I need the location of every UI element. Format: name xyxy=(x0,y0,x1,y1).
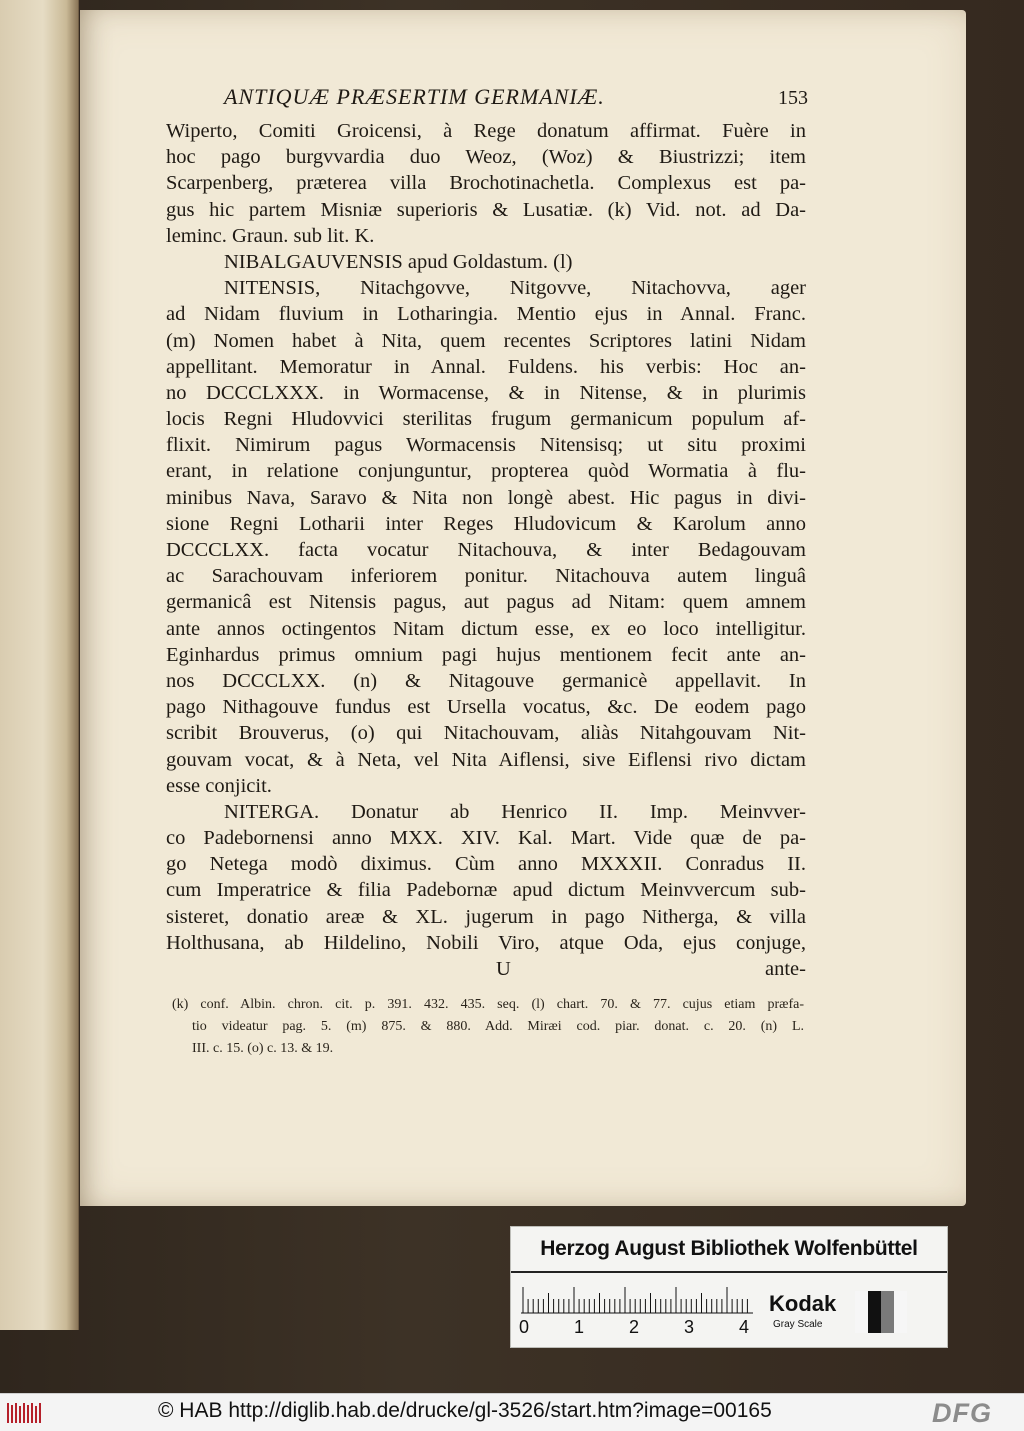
entry-heading: NIBALGAUVENSIS apud Goldastum. (l) xyxy=(224,250,573,273)
gray-scale-label: Gray Scale xyxy=(773,1319,823,1330)
text-line: ac Sarachouvam inferiorem ponitur. Nitachouva autem linguâ xyxy=(166,565,806,588)
scale-ruler xyxy=(521,1287,759,1341)
hab-barcode-icon xyxy=(6,1401,46,1425)
body-text xyxy=(166,118,806,982)
ruler-number: 2 xyxy=(629,1317,640,1337)
text-line: no DCCCLXXX. in Wormacense, & in Nitense, & in plurimis xyxy=(166,381,806,404)
gray-swatch xyxy=(868,1291,881,1333)
kodak-brand: Kodak xyxy=(769,1291,837,1316)
dfg-logo: DFG xyxy=(932,1398,992,1428)
footnote-line: (k) conf. Albin. chron. cit. p. 391. 432. 435. seq. (l) chart. 70. & 77. cujus etiam præfa- xyxy=(172,997,804,1012)
text-line: co Padebornensi anno MXX. XIV. Kal. Mart. Vide quæ de pa- xyxy=(166,827,806,850)
text-line: scribit Brouverus, (o) qui Nitachouvam, aliàs Nitahgouvam Nit- xyxy=(166,722,806,745)
text-line: leminc. Graun. sub lit. K. xyxy=(166,224,375,247)
gray-swatch xyxy=(894,1291,907,1333)
entry-heading: NITENSIS, Nitachgovve, Nitgovve, Nitachovva, ager xyxy=(224,277,806,300)
text-line: flixit. Nimirum pagus Wormacensis Nitensisq; ut situ proximi xyxy=(166,434,806,457)
text-line: go Netega modò diximus. Cùm anno MXXXII. Conradus II. xyxy=(166,853,806,876)
footer-bar xyxy=(0,1393,1024,1431)
text-line: sisteret, donatio areæ & XL. jugerum in pago Nitherga, & villa xyxy=(166,905,806,928)
text-line: germanicâ est Nitensis pagus, aut pagus ad Nitam: quem amnem xyxy=(166,591,806,614)
text-line: minibus Nava, Saravo & Nita non longè abest. Hic pagus in divi- xyxy=(166,486,806,509)
ruler-numbers xyxy=(521,1317,761,1341)
footnote-line: III. c. 15. (o) c. 13. & 19. xyxy=(192,1041,334,1056)
text-line: locis Regni Hludovvici sterilitas frugum germanicum populum af- xyxy=(166,408,806,431)
text-line: sione Regni Lotharii inter Reges Hludovicum & Karolum anno xyxy=(166,512,806,535)
ruler-ticks xyxy=(521,1287,753,1315)
ruler-number: 0 xyxy=(519,1317,530,1337)
ruler-number: 4 xyxy=(739,1317,750,1337)
text-line: Eginhardus primus omnium pagi hujus mentionem fecit ante an- xyxy=(166,643,806,666)
signature-line xyxy=(166,956,806,982)
catchword: ante- xyxy=(765,958,806,980)
ruler-number: 1 xyxy=(574,1317,585,1337)
text-line: esse conjicit. xyxy=(166,774,272,797)
gray-swatch xyxy=(881,1291,894,1333)
text-line: nos DCCCLXX. (n) & Nitagouve germanicè appellavit. In xyxy=(166,669,806,692)
gray-scale-swatches xyxy=(855,1291,907,1333)
text-line: Scarpenberg, præterea villa Brochotinachetla. Complexus est pa- xyxy=(166,172,806,195)
running-head xyxy=(224,84,808,116)
text-line: hoc pago burgvvardia duo Weoz, (Woz) & Biustrizzi; item xyxy=(166,146,806,169)
ruler-number: 3 xyxy=(684,1317,695,1337)
text-line: cum Imperatrice & filia Padebornæ apud dictum Meinvvercum sub- xyxy=(166,879,806,902)
text-line: Wiperto, Comiti Groicensi, à Rege donatum affirmat. Fuère in xyxy=(166,120,806,142)
page-number: 153 xyxy=(778,87,808,109)
footnote-line: tio videatur pag. 5. (m) 875. & 880. Add. Miræi cod. piar. donat. c. 20. (n) L. xyxy=(192,1019,804,1034)
signature-mark: U xyxy=(496,958,511,980)
card-divider xyxy=(511,1271,947,1273)
left-page-edge xyxy=(0,0,79,1330)
text-line: gouvam vocat, & à Neta, vel Nita Aiflensi, sive Eiflensi rivo dictam xyxy=(166,748,806,771)
library-name: Herzog August Bibliothek Wolfenbüttel xyxy=(540,1237,918,1260)
calibration-card xyxy=(510,1226,948,1348)
footnotes xyxy=(172,994,804,1060)
running-head-title: ANTIQUÆ PRÆSERTIM GERMANIÆ. xyxy=(224,84,605,109)
entry-heading: NITERGA. Donatur ab Henrico II. Imp. Meinvver- xyxy=(224,800,806,823)
copyright-url[interactable]: © HAB http://diglib.hab.de/drucke/gl-3526/start.htm?image=00165 xyxy=(158,1399,772,1422)
page-text-block xyxy=(166,84,806,982)
text-line: gus hic partem Misniæ superioris & Lusatiæ. (k) Vid. not. ad Da- xyxy=(166,198,806,221)
text-line: erant, in relatione conjunguntur, propterea quòd Wormatia à flu- xyxy=(166,460,806,483)
text-line: ad Nidam fluvium in Lotharingia. Mentio ejus in Annal. Franc. xyxy=(166,303,806,326)
text-line: ante annos octingentos Nitam dictum esse, ex eo loco intelligitur. xyxy=(166,617,806,640)
text-line: pago Nithagouve fundus est Ursella vocatus, &c. De eodem pago xyxy=(166,696,806,719)
text-line: appellitant. Memoratur in Annal. Fuldens. his verbis: Hoc an- xyxy=(166,355,806,378)
text-line: DCCCLXX. facta vocatur Nitachouva, & inter Bedagouvam xyxy=(166,539,806,561)
text-line: Holthusana, ab Hildelino, Nobili Viro, atque Oda, ejus conjuge, xyxy=(166,931,806,954)
gray-swatch xyxy=(855,1291,868,1333)
text-line: (m) Nomen habet à Nita, quem recentes Scriptores latini Nidam xyxy=(166,329,806,352)
